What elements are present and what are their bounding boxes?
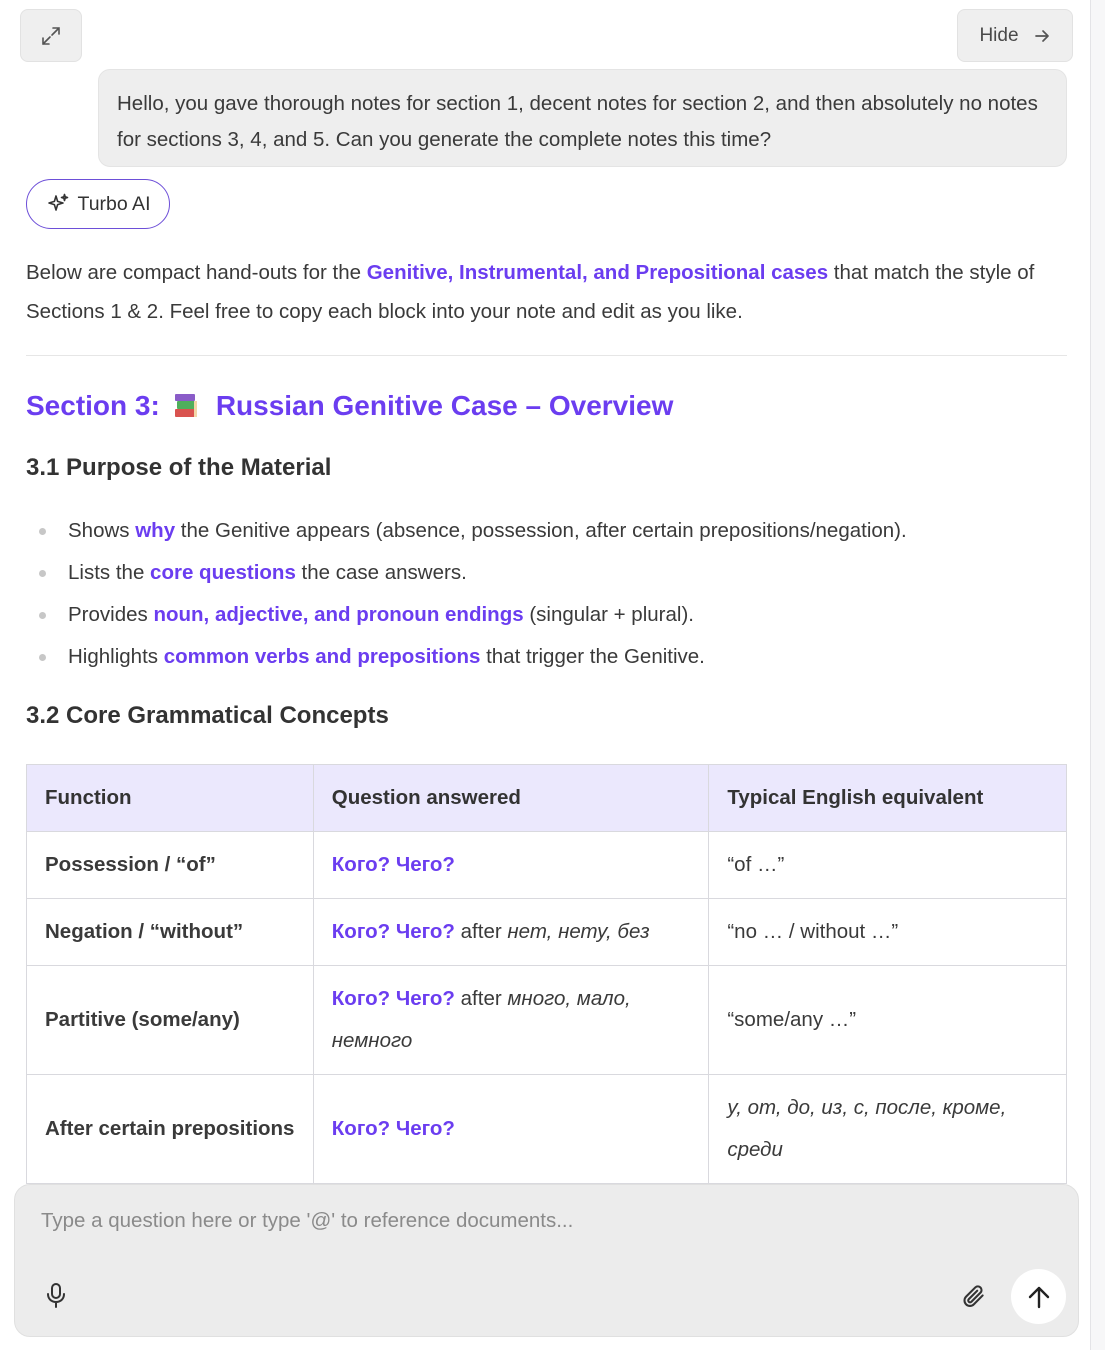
table-row	[27, 1075, 1067, 1184]
user-message-bubble	[98, 69, 1067, 167]
send-button[interactable]	[1011, 1269, 1066, 1324]
section-title	[26, 386, 1067, 426]
sparkle-icon	[46, 192, 70, 216]
equivalent-cell: “some/any …”	[709, 966, 1067, 1075]
purpose-list	[26, 510, 1067, 678]
user-message-text: Hello, you gave thorough notes for section 1, decent notes for section 2, and then absolutely no notes for sections 3, 4, and 5. Can you generate the complete notes this time?	[117, 92, 1038, 151]
question-cell: Кого? Чего?	[313, 832, 709, 899]
intro-highlight: Genitive, Instrumental, and Prepositional cases	[366, 261, 829, 284]
equivalent-cell: у, от, до, из, с, после, кроме, среди	[709, 1075, 1067, 1184]
function-cell: Partitive (some/any)	[27, 966, 314, 1075]
expand-arrows-icon	[40, 25, 62, 47]
concepts-table	[26, 764, 1067, 1184]
intro-text-end: that match the style of Sections 1 & 2. Feel free to copy each block into your note and edit as you like.	[26, 261, 1035, 323]
table-row	[27, 899, 1067, 966]
arrow-right-icon	[1033, 27, 1051, 45]
subsection-title-concepts: 3.2 Core Grammatical Concepts	[26, 702, 389, 729]
section-title-prefix: Section 3:	[26, 390, 160, 421]
arrow-up-icon	[1025, 1283, 1053, 1311]
table-row	[27, 966, 1067, 1075]
hide-panel-button[interactable]	[957, 9, 1073, 62]
assistant-answer	[26, 253, 1067, 1184]
model-badge-label: Turbo AI	[77, 192, 151, 215]
question-cell: Кого? Чего? after много, мало, немного	[313, 966, 709, 1075]
list-item: Provides noun, adjective, and pronoun endings (singular + plural).	[26, 594, 1067, 636]
table-header-row	[27, 765, 1067, 832]
message-input-placeholder[interactable]: Type a question here or type '@' to reference documents...	[41, 1209, 574, 1232]
table-row	[27, 832, 1067, 899]
expand-button[interactable]	[20, 9, 82, 62]
books-emoji	[172, 392, 204, 420]
subsection-title-purpose: 3.1 Purpose of the Material	[26, 454, 332, 481]
list-item: Lists the core questions the case answers.	[26, 552, 1067, 594]
function-cell: After certain prepositions	[27, 1075, 314, 1184]
hide-label: Hide	[979, 24, 1019, 46]
question-cell: Кого? Чего? after нет, нету, без	[313, 899, 709, 966]
equivalent-cell: “no … / without …”	[709, 899, 1067, 966]
divider	[26, 355, 1067, 356]
attach-button[interactable]	[959, 1281, 989, 1311]
column-header: Function	[27, 765, 314, 832]
column-header: Question answered	[313, 765, 709, 832]
function-cell: Negation / “without”	[27, 899, 314, 966]
answer-intro	[26, 253, 1067, 331]
list-item: Shows why the Genitive appears (absence, possession, after certain prepositions/negation).	[26, 510, 1067, 552]
model-badge[interactable]	[26, 179, 170, 229]
section-title-text: Russian Genitive Case – Overview	[215, 390, 674, 421]
equivalent-cell: “of …”	[709, 832, 1067, 899]
microphone-button[interactable]	[41, 1281, 71, 1311]
microphone-icon	[44, 1282, 68, 1310]
message-composer[interactable]	[14, 1184, 1079, 1337]
paperclip-icon	[961, 1283, 987, 1309]
column-header: Typical English equivalent	[709, 765, 1067, 832]
question-cell: Кого? Чего?	[313, 1075, 709, 1184]
intro-text: Below are compact hand-outs for the	[26, 261, 367, 284]
function-cell: Possession / “of”	[27, 832, 314, 899]
list-item: Highlights common verbs and prepositions that trigger the Genitive.	[26, 636, 1067, 678]
